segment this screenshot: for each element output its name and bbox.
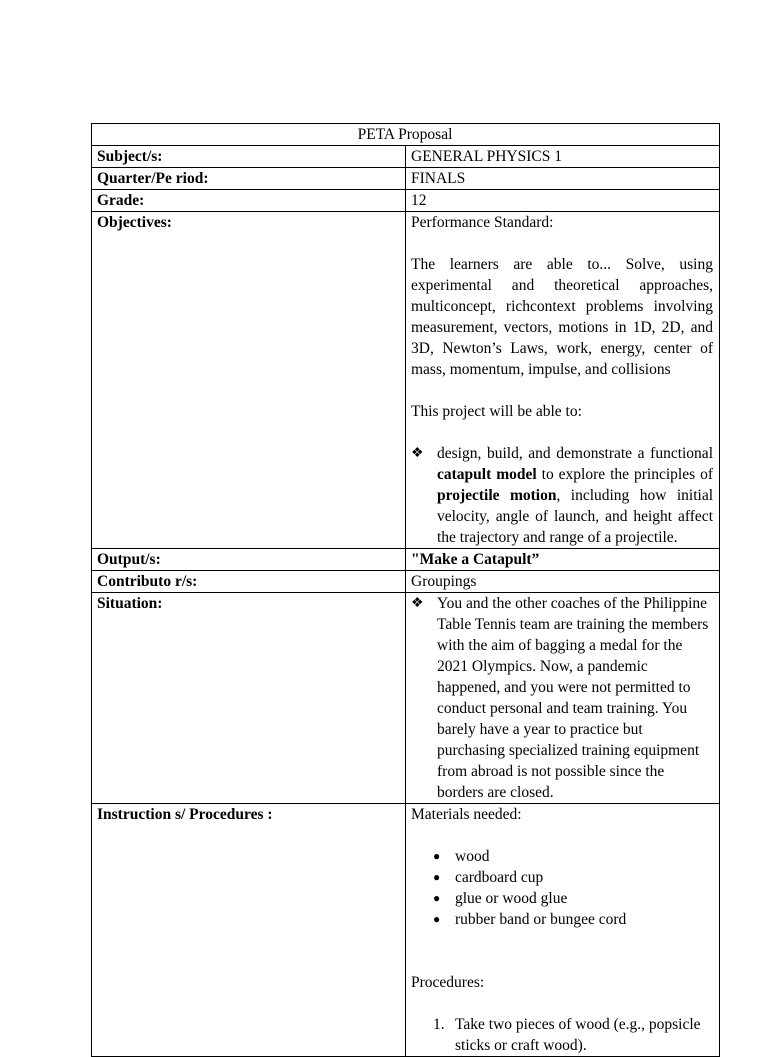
quarter-label: Quarter/Pe riod: [92,168,406,190]
instructions-label: Instruction s/ Procedures : [92,804,406,1057]
objective-bullet-text: design, build, and demonstrate a functional catapult model to explore the principles of projectile motion, including how initial velocity, angle of launch, and height affect the trajectory and range of a projectile. [437,445,714,546]
output-label: Output/s: [92,549,406,571]
diamond-bullet-icon: ❖ [411,596,424,611]
quarter-value: FINALS [406,168,720,190]
objective-bullet [411,443,713,548]
contributors-label: Contributo r/s: [92,571,406,593]
subject-label: Subject/s: [92,146,406,168]
list-item: ● wood [433,848,490,865]
list-item: ● rubber band or bungee cord [433,911,627,928]
output-value: "Make a Catapult” [406,549,720,571]
table-title: PETA Proposal [92,124,720,146]
procedures-heading: Procedures: [411,974,485,991]
project-intro: This project will be able to: [411,403,582,420]
grade-label: Grade: [92,190,406,212]
objectives-label: Objectives: [92,212,406,549]
diamond-bullet-icon: ❖ [411,446,424,461]
bullet-dot-icon: ● [433,849,441,863]
peta-proposal-table [91,123,720,1057]
grade-row [92,190,720,212]
subject-row [92,146,720,168]
objectives-row [92,212,720,549]
list-item: 1. Take two pieces of wood (e.g., popsicle sticks or craft wood). [433,1016,701,1054]
situation-text: You and the other coaches of the Philippine Table Tennis team are training the members with the aim of bagging a medal for the 2021 Olympics. Now, a pandemic happened, and you were not permitted to conduct personal and team training. You barely have a year to practice but purchasing specialized training equipment from abroad is not possible since the borders are closed. [437,595,709,801]
materials-heading: Materials needed: [411,806,522,823]
list-item: ● cardboard cup [433,869,544,886]
instructions-row [92,804,720,1057]
objectives-content [406,212,720,549]
performance-standard-heading: Performance Standard: [411,214,554,231]
situation-label: Situation: [92,593,406,804]
situation-bullet [411,593,713,803]
situation-content [406,593,720,804]
output-row [92,549,720,571]
procedures-list [411,1014,713,1056]
situation-row [92,593,720,804]
contributors-value: Groupings [406,571,720,593]
title-row [92,124,720,146]
bullet-dot-icon: ● [433,870,441,884]
bullet-dot-icon: ● [433,891,441,905]
materials-list [411,846,713,930]
instructions-content [406,804,720,1057]
bullet-dot-icon: ● [433,912,441,926]
subject-value: GENERAL PHYSICS 1 [406,146,720,168]
list-item: ● glue or wood glue [433,890,568,907]
performance-standard-text: The learners are able to... Solve, using experimental and theoretical approaches, multiconcept, richcontext problems involving measurement, vectors, motions in 1D, 2D, and 3D, Newton’s Laws, work, energy, center of mass, momentum, impulse, and collisions [411,256,713,378]
quarter-row [92,168,720,190]
grade-value: 12 [406,190,720,212]
contributors-row [92,571,720,593]
